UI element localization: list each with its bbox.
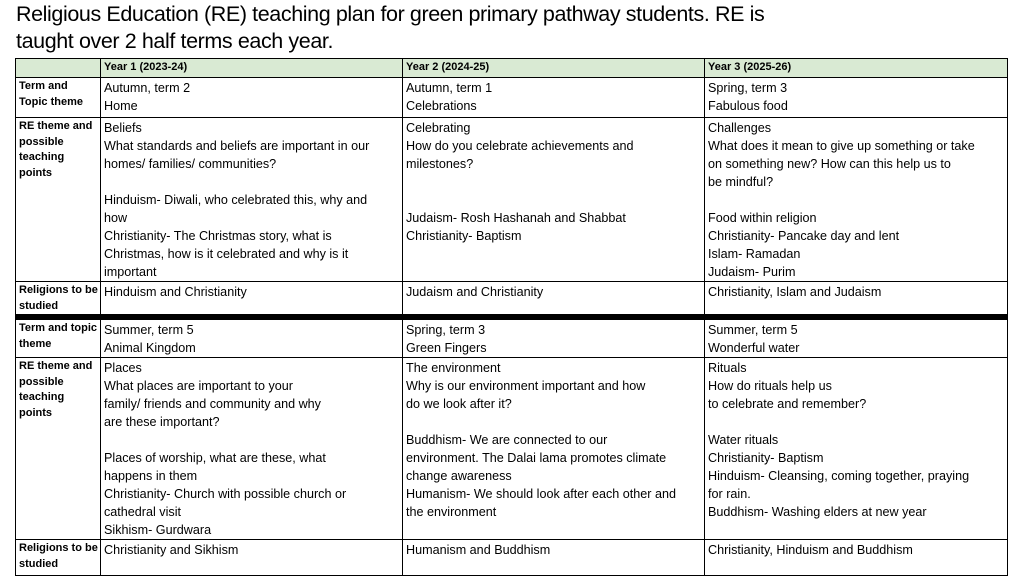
cell-text-line: do we look after it?: [406, 397, 512, 411]
cell-text-line: Home: [104, 99, 138, 113]
row-label-religions-2: Religions to be studied: [16, 540, 101, 576]
topic-cell: [705, 78, 1008, 118]
cell-text-line: Beliefs: [104, 121, 142, 135]
cell-text-line: Summer, term 5: [708, 323, 798, 337]
cell-text-line: Judaism- Rosh Hashanah and Shabbat: [406, 211, 626, 225]
cell-text-line: Places of worship, what are these, what: [104, 451, 326, 465]
header-year-1: Year 1 (2023-24): [101, 59, 403, 78]
cell-text-line: [708, 413, 1004, 431]
cell-text-line: cathedral visit: [104, 505, 181, 519]
cell-text-line: [406, 173, 701, 191]
cell-text-line: Judaism- Purim: [708, 265, 796, 279]
cell-text-line: Christianity- Baptism: [406, 229, 522, 243]
cell-text-line: Humanism- We should look after each other and: [406, 487, 676, 501]
cell-text-line: environment. The Dalai lama promotes climate: [406, 451, 667, 465]
cell-text-line: Christianity- Pancake day and lent: [708, 229, 900, 243]
topic-cell: [705, 317, 1008, 358]
cell-text-line: be mindful?: [708, 175, 774, 189]
cell-text-line: Challenges: [708, 121, 772, 135]
page-title: [16, 1, 1016, 55]
religions-cell: Christianity and Sikhism: [101, 540, 403, 576]
cell-text-line: are these important?: [104, 415, 220, 429]
cell-text-line: Celebrating: [406, 121, 471, 135]
cell-text-line: Food within religion: [708, 211, 817, 225]
cell-text-line: Sikhism- Gurdwara: [104, 523, 212, 537]
religions-cell: Hinduism and Christianity: [101, 282, 403, 318]
cell-text-line: Places: [104, 361, 142, 375]
cell-text-line: change awareness: [406, 469, 512, 483]
cell-text-line: on something new? How can this help us to: [708, 157, 951, 171]
cell-text-line: [104, 173, 399, 191]
cell-text-line: family/ friends and community and why: [104, 397, 321, 411]
cell-text-line: [104, 431, 399, 449]
theme-cell: [101, 358, 403, 540]
cell-text-line: Celebrations: [406, 99, 477, 113]
teaching-plan-table: [15, 58, 1008, 576]
row-label-re-theme-1: RE theme and possible teaching points: [16, 118, 101, 282]
cell-text-line: Animal Kingdom: [104, 341, 196, 355]
cell-text-line: Summer, term 5: [104, 323, 194, 337]
cell-text-line: Autumn, term 1: [406, 81, 493, 95]
cell-text-line: [708, 521, 1004, 539]
cell-text-line: happens in them: [104, 469, 198, 483]
religions-cell: Humanism and Buddhism: [403, 540, 705, 576]
title-line-1: Religious Education (RE) teaching plan for green primary pathway students. RE is: [16, 2, 765, 26]
cell-text-line: important: [104, 265, 157, 279]
title-line-2: taught over 2 half terms each year.: [16, 29, 334, 53]
cell-text-line: Islam- Ramadan: [708, 247, 801, 261]
cell-text-line: What places are important to your: [104, 379, 293, 393]
cell-text-line: Hinduism- Diwali, who celebrated this, why and: [104, 193, 368, 207]
religions-row-2: [16, 540, 1008, 576]
cell-text-line: [406, 191, 701, 209]
cell-text-line: [406, 263, 701, 281]
cell-text-line: How do you celebrate achievements and: [406, 139, 634, 153]
topic-cell: [101, 317, 403, 358]
cell-text-line: [708, 191, 1004, 209]
theme-cell: [403, 118, 705, 282]
header-corner-cell: [16, 59, 101, 78]
cell-text-line: What does it mean to give up something or take: [708, 139, 975, 153]
religions-row-1: [16, 282, 1008, 318]
cell-text-line: homes/ families/ communities?: [104, 157, 277, 171]
religions-cell: Christianity, Islam and Judaism: [705, 282, 1008, 318]
cell-text-line: Christmas, how is it celebrated and why is it: [104, 247, 349, 261]
cell-text-line: Wonderful water: [708, 341, 800, 355]
header-year-3: Year 3 (2025-26): [705, 59, 1008, 78]
cell-text-line: Christianity- The Christmas story, what is: [104, 229, 332, 243]
topic-cell: [101, 78, 403, 118]
cell-text-line: [406, 521, 701, 539]
cell-text-line: Fabulous food: [708, 99, 788, 113]
cell-text-line: Spring, term 3: [406, 323, 486, 337]
cell-text-line: Hinduism- Cleansing, coming together, praying: [708, 469, 970, 483]
topic-cell: [403, 317, 705, 358]
re-theme-row-1: [16, 118, 1008, 282]
row-label-re-theme-2: RE theme and possible teaching points: [16, 358, 101, 540]
theme-cell: [705, 358, 1008, 540]
cell-text-line: Water rituals: [708, 433, 779, 447]
row-label-term-topic-2: Term and topic theme: [16, 317, 101, 358]
cell-text-line: [406, 413, 701, 431]
cell-text-line: Buddhism- We are connected to our: [406, 433, 608, 447]
cell-text-line: What standards and beliefs are important in our: [104, 139, 370, 153]
row-label-religions-1: Religions to be studied: [16, 282, 101, 318]
cell-text-line: Green Fingers: [406, 341, 487, 355]
religions-cell: Christianity, Hinduism and Buddhism: [705, 540, 1008, 576]
theme-cell: [705, 118, 1008, 282]
cell-text-line: to celebrate and remember?: [708, 397, 867, 411]
cell-text-line: The environment: [406, 361, 501, 375]
re-theme-row-2: [16, 358, 1008, 540]
cell-text-line: Christianity- Baptism: [708, 451, 824, 465]
theme-cell: [403, 358, 705, 540]
cell-text-line: Autumn, term 2: [104, 81, 191, 95]
cell-text-line: How do rituals help us: [708, 379, 832, 393]
cell-text-line: Rituals: [708, 361, 747, 375]
cell-text-line: the environment: [406, 505, 497, 519]
header-year-2: Year 2 (2024-25): [403, 59, 705, 78]
topic-cell: [403, 78, 705, 118]
header-row: [16, 59, 1008, 78]
cell-text-line: [406, 245, 701, 263]
cell-text-line: Why is our environment important and how: [406, 379, 646, 393]
cell-text-line: how: [104, 211, 128, 225]
row-label-term-topic-1: Term and Topic theme: [16, 78, 101, 118]
term-topic-row-2: [16, 317, 1008, 358]
cell-text-line: Buddhism- Washing elders at new year: [708, 505, 927, 519]
cell-text-line: Christianity- Church with possible church or: [104, 487, 347, 501]
religions-cell: Judaism and Christianity: [403, 282, 705, 318]
cell-text-line: milestones?: [406, 157, 474, 171]
theme-cell: [101, 118, 403, 282]
term-topic-row-1: [16, 78, 1008, 118]
cell-text-line: for rain.: [708, 487, 751, 501]
cell-text-line: Spring, term 3: [708, 81, 788, 95]
